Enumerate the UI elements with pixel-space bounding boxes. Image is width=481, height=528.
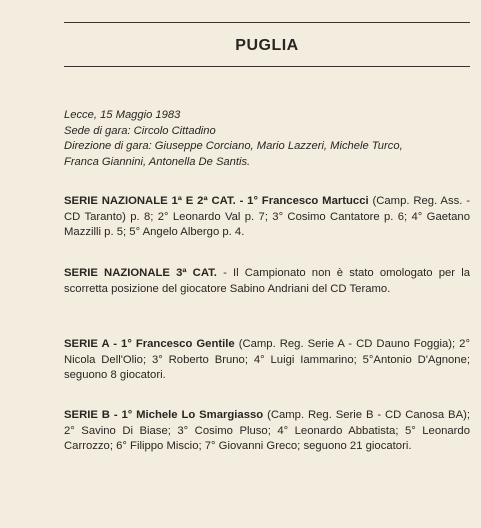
section-body: (Camp. Reg. Ass. - CD Taranto) p. 8; 2° Leonardo Val p. 7; 3° Cosimo Cantatore p. 6; 4° Gaetano Mazzilli p. 5; 5° Angelo Albergo p. 4.	[64, 195, 470, 239]
section-heading: SERIE NAZIONALE 1ª E 2ª CAT. - 1° Francesco Martucci	[64, 195, 369, 207]
section-serie-nazionale-1-2	[64, 194, 470, 241]
top-rule	[64, 22, 470, 23]
section-serie-nazionale-3	[64, 266, 470, 297]
event-officials-cont: Franca Giannini, Antonella De Santis.	[64, 155, 251, 168]
event-info	[64, 108, 472, 170]
section-serie-a	[64, 337, 470, 384]
event-venue: Sede di gara: Circolo Cittadino	[64, 124, 216, 137]
page-title: PUGLIA	[235, 37, 299, 54]
title-underline	[64, 66, 470, 67]
section-body: (Camp. Reg. Serie A - CD Dauno Foggia); 2° Nicola Dell'Olio; 3° Roberto Bruno; 4° Luigi Iammarino; 5°Antonio D'Agnone; seguono 8 giocatori.	[64, 338, 470, 382]
section-heading: SERIE NAZIONALE 3ª CAT.	[64, 267, 217, 279]
section-body: - Il Campionato non è stato omologato per la scorretta posizione del giocatore Sabino Andriani del CD Teramo.	[64, 267, 470, 295]
section-body: (Camp. Reg. Serie B - CD Canosa BA); 2° Savino Di Biase; 3° Cosimo Pluso; 4° Leonardo Abbatista; 5° Leonardo Carrozzo; 6° Filippo Miscio; 7° Giovanni Greco; seguono 21 giocatori.	[64, 409, 470, 453]
event-officials: Direzione di gara: Giuseppe Corciano, Mario Lazzeri, Michele Turco,	[64, 140, 403, 152]
event-date: Lecce, 15 Maggio 1983	[64, 109, 181, 121]
section-heading: SERIE A - 1° Francesco Gentile	[64, 338, 235, 350]
section-heading: SERIE B - 1° Michele Lo Smargiasso	[64, 409, 264, 421]
section-serie-b	[64, 408, 470, 455]
